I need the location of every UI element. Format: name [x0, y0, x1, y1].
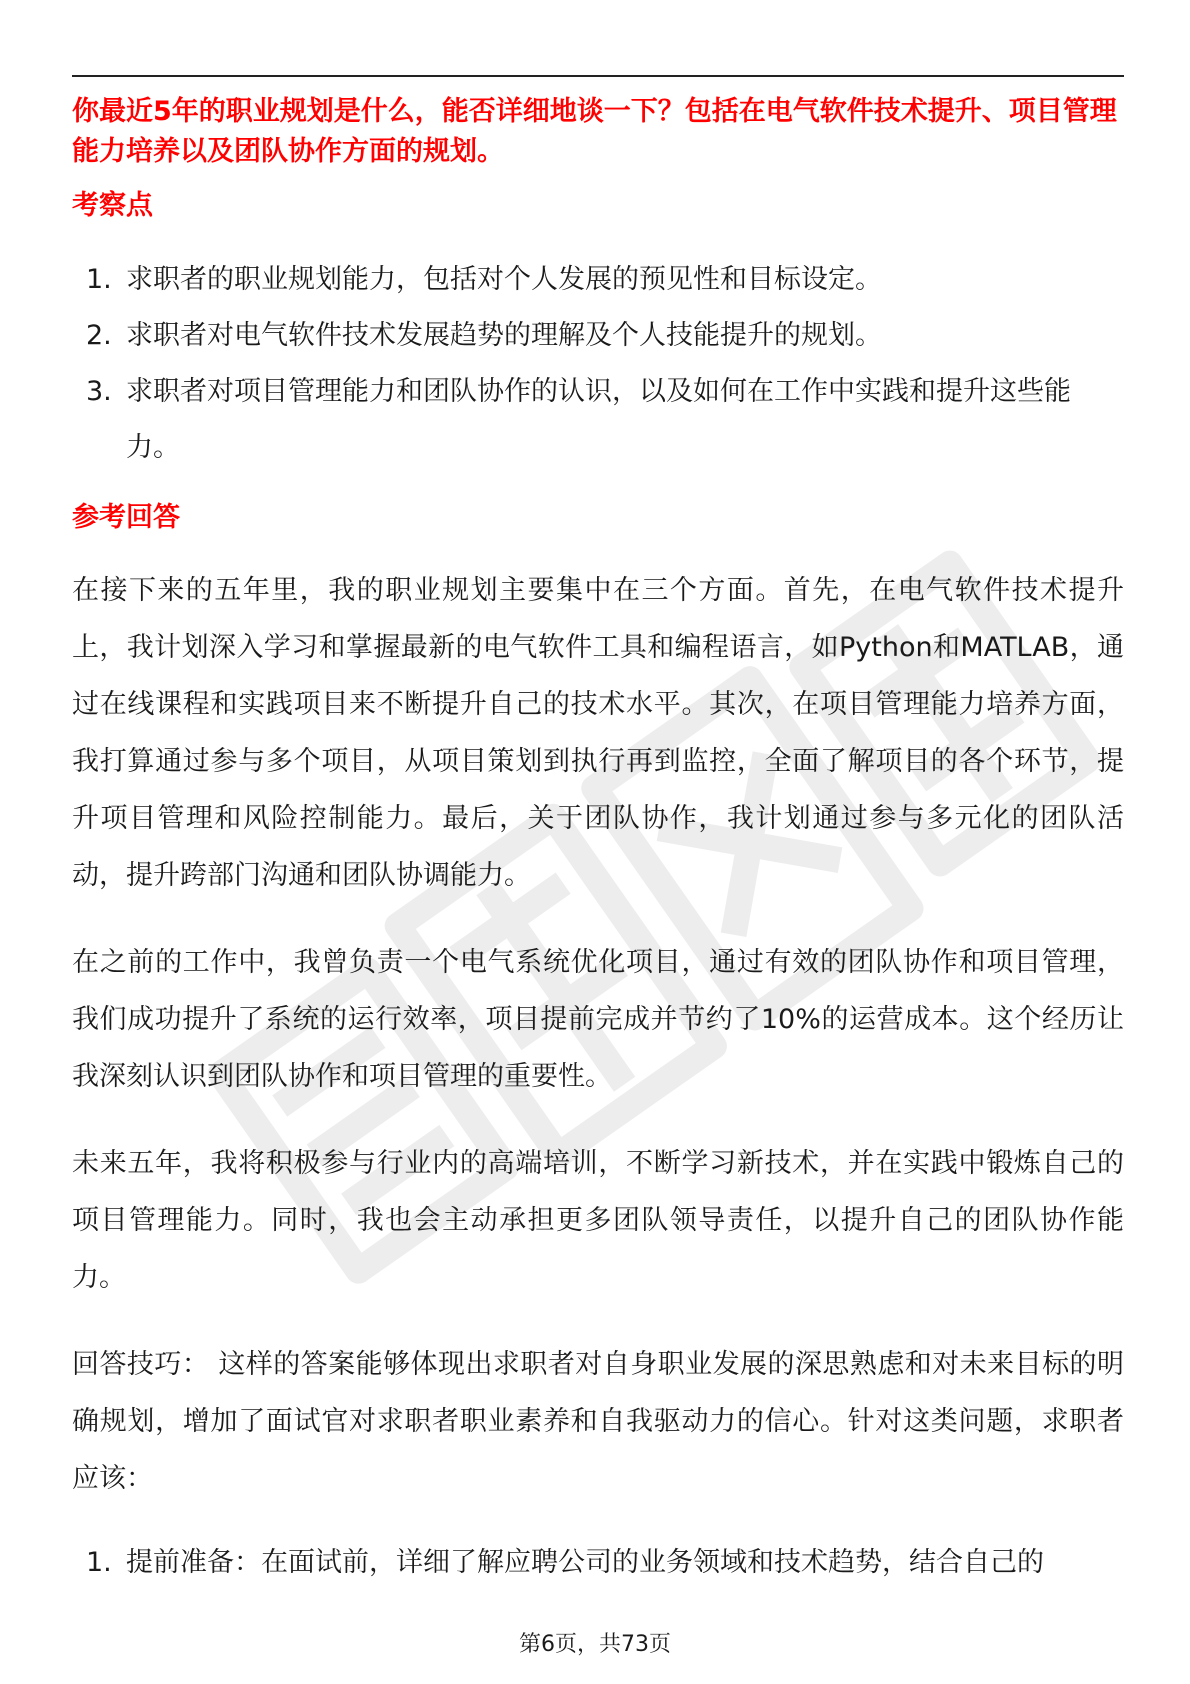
answer-tips-paragraph: 回答技巧： 这样的答案能够体现出求职者对自身职业发展的深思熟虑和对未来目标的明确规划，增加了面试官对求职者职业素养和自我驱动力的信心。针对这类问题，求职者应该： — [72, 1349, 1124, 1494]
answer-paragraph: 在接下来的五年里，我的职业规划主要集中在三个方面。首先，在电气软件技术提升上，我计划深入学习和掌握最新的电气软件工具和编程语言，如Python和MATLAB，通过在线课程和实践项目来不断提升自己的技术水平。其次，在项目管理能力培养方面，我打算通过参与多个项目，从项目策划到执行再到监控，全面了解项目的各个环节，提升项目管理和风险控制能力。最后，关于团队协作，我计划通过参与多元化的团队活动，提升跨部门沟通和团队协调能力。 — [72, 575, 1125, 891]
list-item-number: 2. — [86, 320, 112, 351]
list-item-number: 1. — [86, 1547, 112, 1578]
key-points-list — [72, 252, 1124, 476]
list-item-number: 1. — [86, 264, 112, 295]
top-rule — [72, 75, 1124, 77]
key-points-title: 考察点 — [72, 190, 153, 221]
page-content — [72, 92, 1124, 1591]
list-item-number: 3. — [86, 376, 112, 407]
question-heading: 你最近5年的职业规划是什么，能否详细地谈一下？包括在电气软件技术提升、项目管理能力培养以及团队协作方面的规划。 — [72, 96, 1117, 167]
list-item — [72, 364, 1124, 476]
list-item-text: 提前准备：在面试前，详细了解应聘公司的业务领域和技术趋势，结合自己的 — [126, 1547, 1044, 1578]
list-item-text: 求职者对项目管理能力和团队协作的认识，以及如何在工作中实践和提升这些能力。 — [126, 376, 1071, 463]
list-item-text: 求职者对电气软件技术发展趋势的理解及个人技能提升的规划。 — [126, 320, 882, 351]
list-item — [72, 1535, 1124, 1591]
list-item — [72, 252, 1124, 308]
page-number-footer: 第6页，共73页 — [519, 1632, 671, 1657]
answer-paragraph: 未来五年，我将积极参与行业内的高端培训，不断学习新技术，并在实践中锻炼自己的项目管理能力。同时，我也会主动承担更多团队领导责任，以提升自己的团队协作能力。 — [72, 1148, 1124, 1293]
answer-title: 参考回答 — [72, 502, 180, 533]
list-item — [72, 308, 1124, 364]
tips-list — [72, 1535, 1124, 1591]
list-item-text: 求职者的职业规划能力，包括对个人发展的预见性和目标设定。 — [126, 264, 882, 295]
answer-paragraph: 在之前的工作中，我曾负责一个电气系统优化项目，通过有效的团队协作和项目管理，我们成功提升了系统的运行效率，项目提前完成并节约了10%的运营成本。这个经历让我深刻认识到团队协作和项目管理的重要性。 — [72, 947, 1124, 1092]
